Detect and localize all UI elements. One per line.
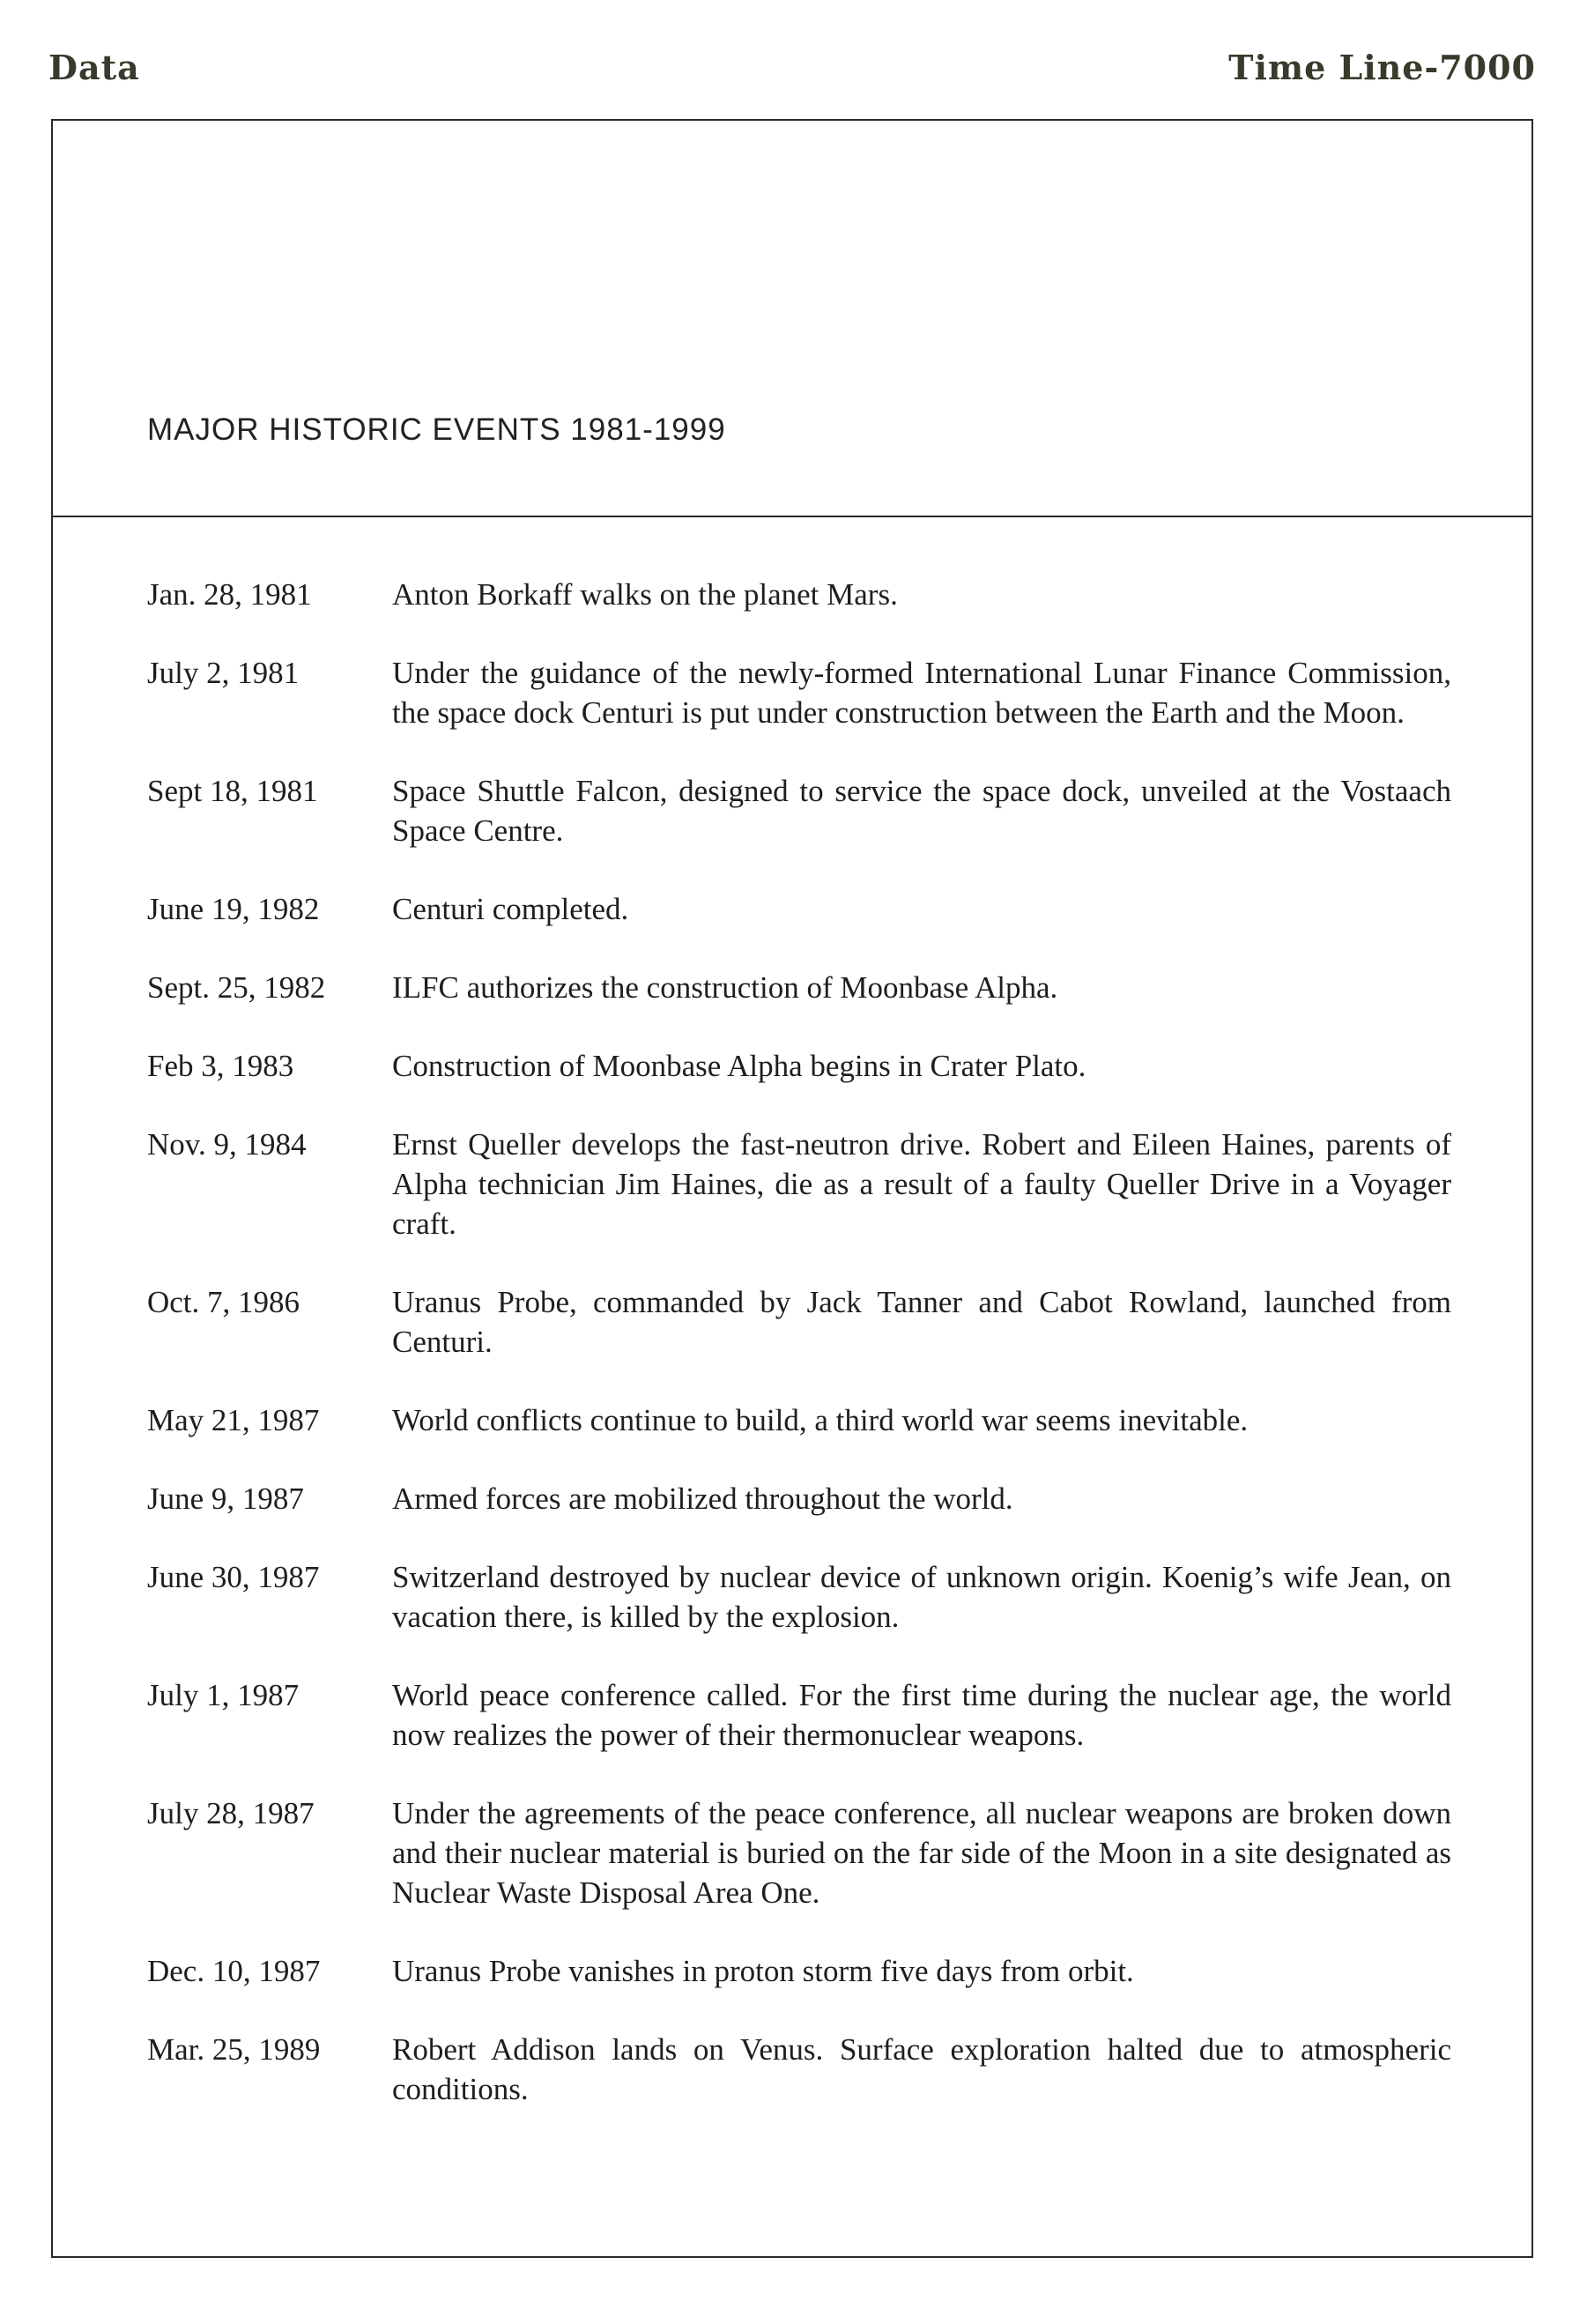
event-description: Uranus Probe vanishes in proton storm five days from orbit.	[392, 1954, 1134, 1988]
event-row	[147, 575, 1451, 614]
event-date: Oct. 7, 1986	[147, 1285, 300, 1319]
event-date: July 28, 1987	[147, 1796, 315, 1830]
event-description: World peace conference called. For the first time during the nuclear age, the world now realizes the power of their thermonuclear weapons.	[392, 1678, 1451, 1752]
event-description: Anton Borkaff walks on the planet Mars.	[392, 577, 898, 612]
event-date: Jan. 28, 1981	[147, 577, 312, 612]
event-row	[147, 2030, 1451, 2109]
event-date: Feb 3, 1983	[147, 1049, 294, 1083]
event-date: Dec. 10, 1987	[147, 1954, 321, 1988]
event-description: Centuri completed.	[392, 892, 629, 926]
event-date: May 21, 1987	[147, 1403, 320, 1437]
event-description: Space Shuttle Falcon, designed to service the space dock, unveiled at the Vostaach Space Centre.	[392, 774, 1451, 848]
event-description: Construction of Moonbase Alpha begins in Crater Plato.	[392, 1049, 1086, 1083]
event-date: Sept. 25, 1982	[147, 970, 326, 1005]
event-row	[147, 653, 1451, 732]
event-date: Mar. 25, 1989	[147, 2032, 321, 2067]
event-description: Uranus Probe, commanded by Jack Tanner and Cabot Rowland, launched from Centuri.	[392, 1285, 1451, 1359]
header-section-label: Data	[48, 48, 140, 87]
header-document-title: Time Line-7000	[1228, 48, 1536, 87]
event-row	[147, 1400, 1451, 1440]
event-row	[147, 1282, 1451, 1362]
event-description: Armed forces are mobilized throughout the world.	[392, 1481, 1013, 1516]
event-date: July 2, 1981	[147, 656, 300, 690]
section-title: MAJOR HISTORIC EVENTS 1981-1999	[147, 412, 726, 447]
event-date: June 30, 1987	[147, 1560, 320, 1594]
event-date: June 9, 1987	[147, 1481, 304, 1516]
event-description: ILFC authorizes the construction of Moonbase Alpha.	[392, 970, 1058, 1005]
event-date: Nov. 9, 1984	[147, 1127, 307, 1162]
event-row	[147, 771, 1451, 850]
event-row	[147, 1557, 1451, 1637]
event-row	[147, 1675, 1451, 1755]
event-description: Switzerland destroyed by nuclear device of unknown origin. Koenig’s wife Jean, on vacation there, is killed by the explosion.	[392, 1560, 1451, 1634]
event-description: Robert Addison lands on Venus. Surface exploration halted due to atmospheric conditions.	[392, 2032, 1451, 2106]
event-description: Under the guidance of the newly-formed International Lunar Finance Commission, the space dock Centuri is put under construction between the Earth and the Moon.	[392, 656, 1451, 730]
title-divider	[53, 516, 1531, 517]
event-description: World conflicts continue to build, a third world war seems inevitable.	[392, 1403, 1249, 1437]
event-description: Under the agreements of the peace conference, all nuclear weapons are broken down and their nuclear material is buried on the far side of the Moon in a site designated as Nuclear Waste Disposal Area One.	[392, 1796, 1451, 1910]
event-date: Sept 18, 1981	[147, 774, 318, 808]
event-date: June 19, 1982	[147, 892, 320, 926]
event-row	[147, 1793, 1451, 1912]
event-row	[147, 889, 1451, 929]
event-list	[147, 575, 1451, 2148]
event-description: Ernst Queller develops the fast-neutron drive. Robert and Eileen Haines, parents of Alpha technician Jim Haines, die as a result of a faulty Queller Drive in a Voyager craft.	[392, 1127, 1451, 1241]
event-row	[147, 1951, 1451, 1991]
event-row	[147, 1479, 1451, 1518]
event-row	[147, 1125, 1451, 1244]
event-date: July 1, 1987	[147, 1678, 300, 1712]
event-row	[147, 968, 1451, 1007]
event-row	[147, 1046, 1451, 1086]
